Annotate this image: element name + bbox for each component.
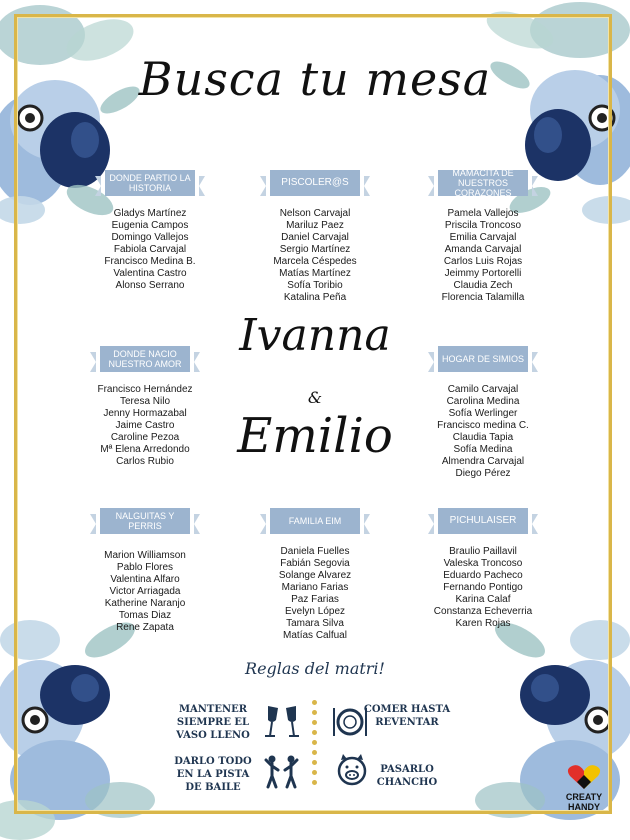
guest: Matías Martínez (279, 268, 351, 279)
guest-list (60, 384, 230, 468)
guest: Sergio Martínez (279, 244, 351, 255)
guest-list (60, 550, 230, 634)
guest: Karen Rojas (455, 618, 511, 629)
guest: Francisco Hernández (97, 384, 193, 395)
guest-list (230, 546, 400, 642)
guest: Mariano Farias (281, 582, 349, 593)
guest: Francisco Medina B. (104, 256, 196, 267)
guest: Claudia Zech (453, 280, 513, 291)
table-5 (398, 346, 568, 480)
guest: Sofía Werlinger (448, 408, 518, 419)
guest: Jenny Hormazabal (103, 408, 187, 419)
rules-title: Reglas del matri! (245, 659, 385, 678)
guest: Carlos Rubio (116, 456, 174, 467)
guest: Emilia Carvajal (449, 232, 517, 243)
guest-list (230, 208, 400, 304)
divider-dots (312, 700, 318, 785)
rule-text: DARLO TODO EN LA PISTA DE BAILE (174, 756, 252, 793)
table-3 (398, 170, 568, 304)
guest-list (398, 208, 568, 304)
guest: Claudia Tapia (452, 432, 514, 443)
guest: Francisco medina C. (437, 420, 529, 431)
table-label: NALGUITAS Y PERRIS (100, 508, 190, 534)
guest-list (65, 208, 235, 292)
table-label: DONDE NACIO NUESTRO AMOR (100, 346, 190, 372)
guest: Teresa Nilo (119, 396, 171, 407)
table-8 (398, 508, 568, 630)
guest: Solange Alvarez (278, 570, 352, 581)
guest: Pamela Vallejos (447, 208, 519, 219)
guest: Jeimmy Portorelli (444, 268, 522, 279)
guest: Eugenia Campos (111, 220, 189, 231)
guest: Rene Zapata (116, 622, 174, 633)
table-7 (230, 508, 400, 642)
brand-line-2: HANDY (567, 802, 600, 812)
page-title: Busca tu mesa (138, 52, 492, 106)
table-label: MAMACITA DE NUESTROS CORAZONES (438, 170, 528, 196)
guest: Karina Calaf (455, 594, 511, 605)
table-4 (60, 346, 230, 468)
brand-logo (554, 764, 614, 812)
guest: Victor Arriagada (109, 586, 181, 597)
couple-ampersand: & (307, 388, 323, 407)
dancers-icon (262, 754, 302, 790)
table-label: DONDE PARTIO LA HISTORIA (105, 170, 195, 196)
table-label: FAMILIA EIM (270, 508, 360, 534)
table-2 (230, 170, 400, 304)
table-label: PISCOLER@S (270, 170, 360, 196)
guest: Carlos Luis Rojas (443, 256, 523, 267)
couple-name-2: Emilio (237, 408, 393, 464)
guest: Braulio Paillavil (449, 546, 517, 557)
rule-text: MANTENER SIEMPRE EL VASO LLENO (176, 704, 250, 741)
guest: Valentina Alfaro (110, 574, 180, 585)
rule-text: PASARLO CHANCHO (376, 764, 438, 788)
guest: Florencia Talamilla (441, 292, 525, 303)
guest: Mª Elena Arredondo (100, 444, 190, 455)
guest-list (398, 384, 568, 480)
table-6 (60, 508, 230, 634)
guest: Valentina Castro (113, 268, 187, 279)
table-1 (65, 170, 235, 292)
guest: Paz Farias (291, 594, 339, 605)
guest: Camilo Carvajal (447, 384, 519, 395)
table-label: PICHULAISER (438, 508, 528, 534)
guest-list (398, 546, 568, 630)
guest: Katalina Peña (283, 292, 347, 303)
table-label: HOGAR DE SIMIOS (438, 346, 528, 372)
guest: Amanda Carvajal (444, 244, 522, 255)
guest: Nelson Carvajal (279, 208, 351, 219)
guest: Jaime Castro (115, 420, 175, 431)
guest: Tomas Diaz (118, 610, 172, 621)
guest: Gladys Martínez (113, 208, 187, 219)
guest: Marcela Céspedes (273, 256, 357, 267)
toast-glasses-icon (262, 702, 302, 742)
guest: Eduardo Pacheco (443, 570, 523, 581)
heart-logo-icon (567, 764, 601, 790)
guest: Almendra Carvajal (441, 456, 525, 467)
guest: Marion Williamson (104, 550, 186, 561)
guest: Katherine Naranjo (104, 598, 186, 609)
guest: Fernando Pontigo (443, 582, 523, 593)
guest: Valeska Troncoso (443, 558, 523, 569)
guest: Caroline Pezoa (110, 432, 180, 443)
guest: Fabiola Carvajal (113, 244, 187, 255)
guest: Sofía Medina (453, 444, 513, 455)
guest: Diego Pérez (455, 468, 511, 479)
rule-text: COMER HASTA REVENTAR (363, 704, 451, 728)
guest: Domingo Vallejos (111, 232, 189, 243)
guest: Carolina Medina (446, 396, 520, 407)
guest: Sofía Toribio (287, 280, 343, 291)
guest: Daniela Fuelles (280, 546, 350, 557)
guest: Matías Calfual (283, 630, 347, 641)
guest: Daniel Carvajal (281, 232, 349, 243)
guest: Mariluz Paez (286, 220, 344, 231)
guest: Priscila Troncoso (444, 220, 522, 231)
guest: Tamara Silva (286, 618, 344, 629)
guest: Constanza Echeverria (433, 606, 533, 617)
brand-line-1: CREATY (565, 792, 603, 802)
guest: Pablo Flores (116, 562, 174, 573)
guest: Evelyn López (284, 606, 346, 617)
guest: Fabián Segovia (280, 558, 350, 569)
guest: Alonso Serrano (115, 280, 185, 291)
couple-name-1: Ivanna (239, 310, 391, 361)
